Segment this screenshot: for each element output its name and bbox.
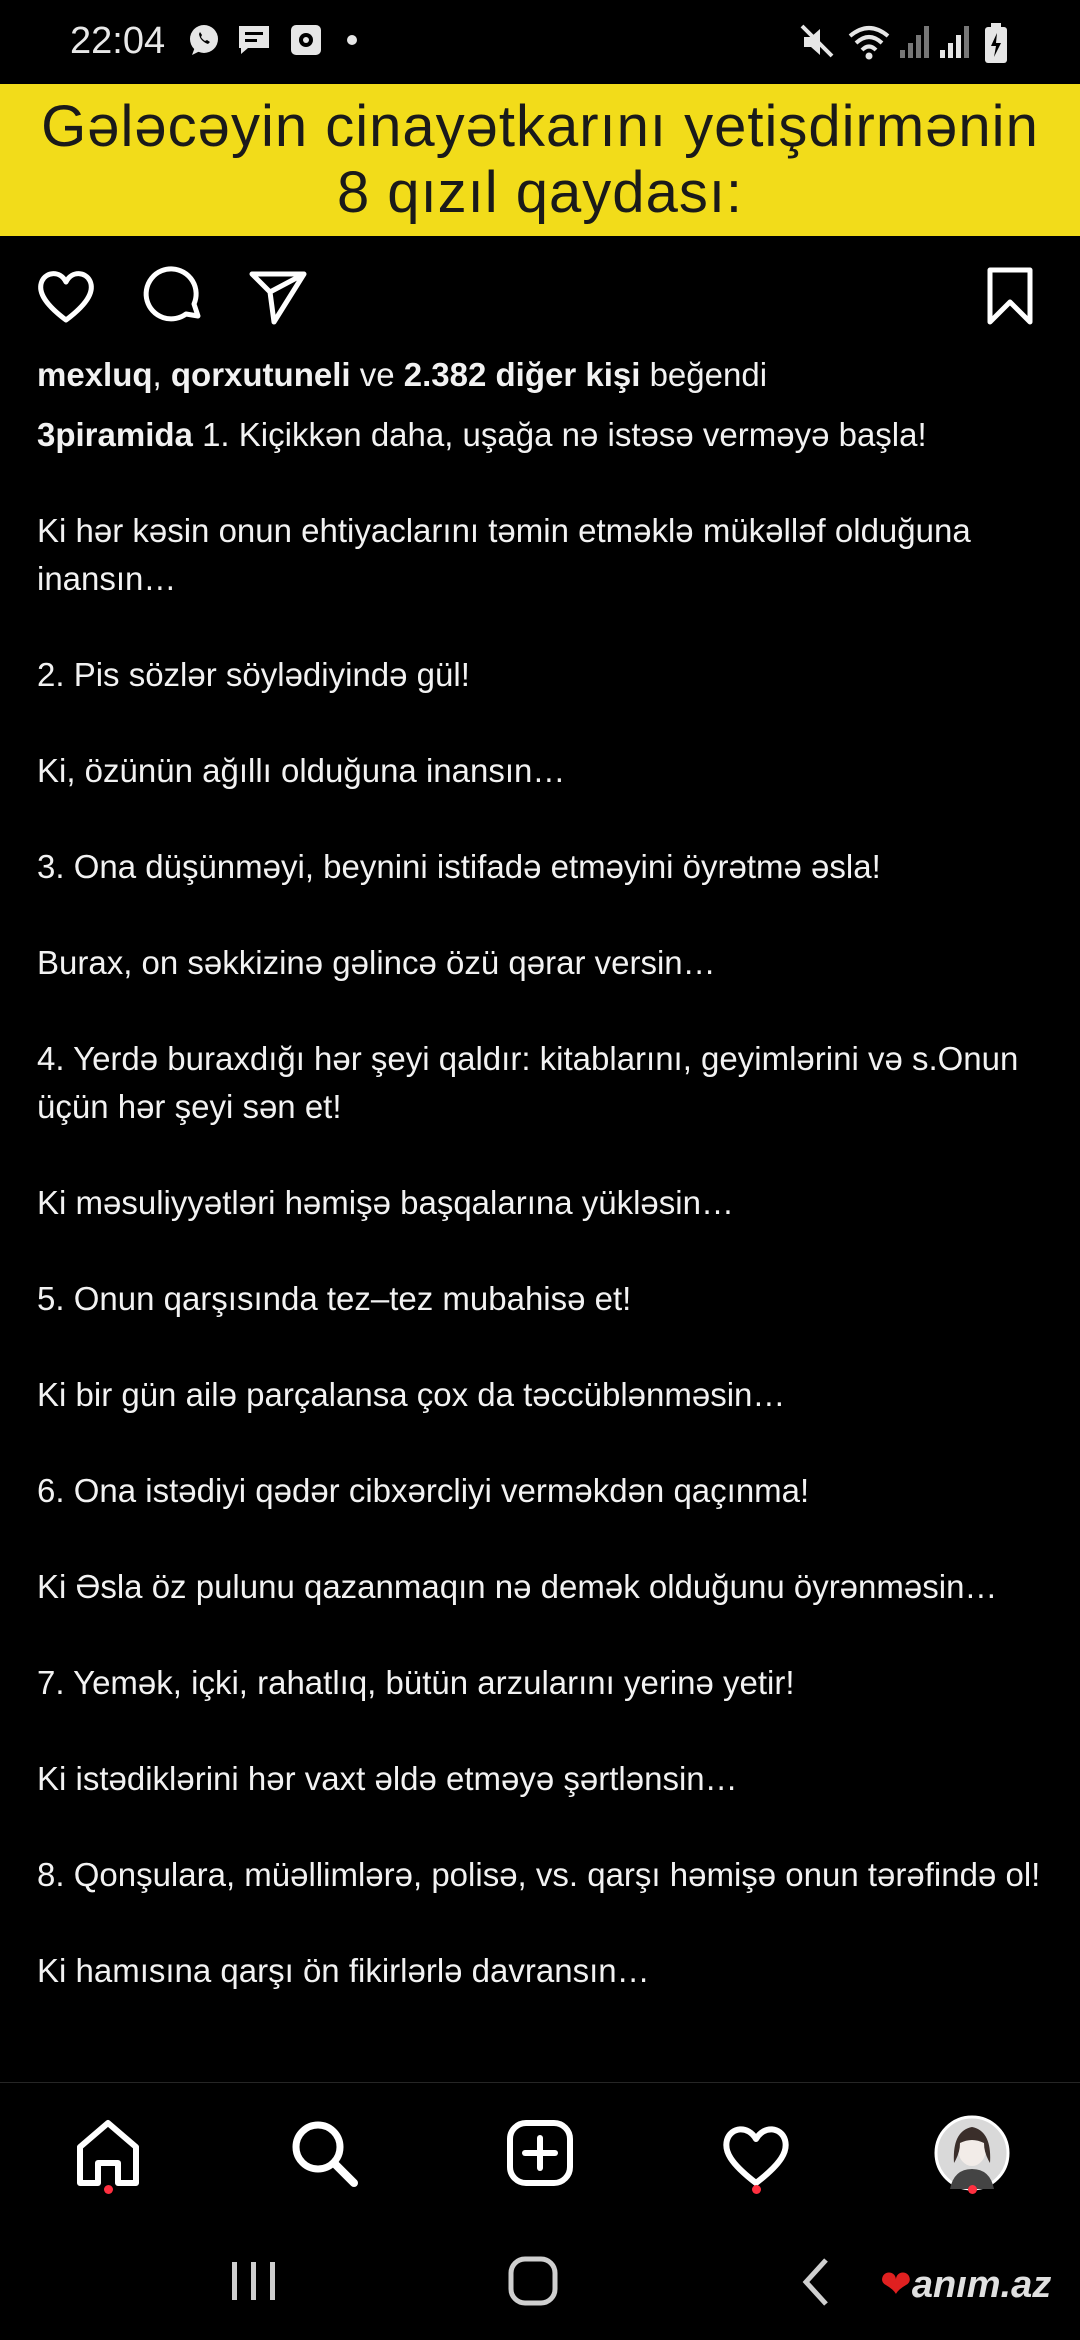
caption-paragraph: Burax, on səkkizinə gəlincə özü qərar versin… <box>37 944 716 981</box>
caption-paragraph: 5. Onun qarşısında tez–tez mubahisə et! <box>37 1280 632 1317</box>
battery-icon <box>984 22 1008 64</box>
notification-dot <box>104 2185 113 2194</box>
caption-paragraph: 7. Yemək, içki, rahatlıq, bütün arzularını yerinə yetir! <box>37 1664 795 1701</box>
caption-username[interactable]: 3piramida <box>37 416 193 453</box>
search-icon[interactable] <box>284 2113 364 2193</box>
home-button-icon[interactable] <box>506 2254 562 2310</box>
caption-paragraph: Ki Əsla öz pulunu qazanmaqın nə demək olduğunu öyrənməsin… <box>37 1568 998 1605</box>
notification-dot <box>968 2185 977 2194</box>
likes-count[interactable]: 2.382 diğer kişi <box>403 356 641 393</box>
profile-avatar[interactable] <box>932 2113 1012 2193</box>
back-icon[interactable] <box>796 2254 836 2310</box>
caption-paragraph: 8. Qonşulara, müəllimlərə, polisə, vs. qarşı həmişə onun tərəfində ol! <box>37 1856 1041 1893</box>
message-icon <box>236 22 272 58</box>
caption-paragraph: 4. Yerdə buraxdığı hər şeyi qaldır: kitablarını, geyimlərini və s.Onun üçün hər şeyi sən et! <box>37 1040 1019 1125</box>
caption-paragraph: Ki bir gün ailə parçalansa çox da təccüblənməsin… <box>37 1376 786 1413</box>
likes-suffix: beğendi <box>640 356 768 393</box>
caption-paragraph <box>37 411 1047 459</box>
bottom-nav <box>0 2082 1080 2223</box>
bookmark-icon[interactable] <box>978 264 1042 328</box>
status-time: 22:04 <box>70 20 166 62</box>
wifi-icon <box>846 22 892 62</box>
status-bar <box>0 0 1080 84</box>
screenshot-icon <box>288 22 324 58</box>
caption-paragraph: 3. Ona düşünməyi, beynini istifadə etməyini öyrətmə əsla! <box>37 848 881 885</box>
mute-icon <box>798 22 838 62</box>
caption-text: 1. Kiçikkən daha, uşağa nə istəsə verməyə başla! <box>192 416 927 453</box>
watermark-logo <box>880 2262 1051 2307</box>
caption-paragraph: Ki, özünün ağıllı olduğuna inansın… <box>37 752 566 789</box>
liker-username-1[interactable]: mexluq <box>37 356 153 393</box>
dot-icon <box>346 34 358 46</box>
whatsapp-icon <box>186 22 222 58</box>
share-icon[interactable] <box>246 264 310 328</box>
heart-icon[interactable] <box>34 264 98 328</box>
signal-icon-2 <box>938 22 972 62</box>
liker-username-2[interactable]: qorxutuneli <box>170 356 351 393</box>
banner-title-line-2: 8 qızıl qaydası: <box>336 160 744 225</box>
post-image-banner[interactable] <box>0 84 1080 236</box>
likes-and: ve <box>350 356 404 393</box>
recents-icon[interactable] <box>226 2256 282 2306</box>
banner-title-line-1: Gələcəyin cinayətkarını yetişdirmənin <box>41 94 1039 159</box>
signal-icon <box>898 22 932 62</box>
caption-paragraph: 6. Ona istədiyi qədər cibxərcliyi verməkdən qaçınma! <box>37 1472 810 1509</box>
caption-paragraph: Ki istədiklərini hər vaxt əldə etməyə şərtlənsin… <box>37 1760 738 1797</box>
caption-paragraph: Ki məsuliyyətləri həmişə başqalarına yükləsin… <box>37 1184 734 1221</box>
activity-icon[interactable] <box>716 2113 796 2193</box>
notification-dot <box>752 2185 761 2194</box>
comment-icon[interactable] <box>142 264 206 328</box>
caption-paragraph: Ki hər kəsin onun ehtiyaclarını təmin etməklə mükəlləf olduğuna inansın… <box>37 512 971 597</box>
home-icon[interactable] <box>68 2113 148 2193</box>
watermark-text: anım.az <box>911 2264 1052 2306</box>
post-caption <box>37 411 1047 2043</box>
likes-summary[interactable] <box>37 356 767 394</box>
likes-separator: , <box>152 356 171 393</box>
add-post-icon[interactable] <box>500 2113 580 2193</box>
caption-paragraph: Ki hamısına qarşı ön fikirlərlə davransın… <box>37 1952 650 1989</box>
caption-paragraph: 2. Pis sözlər söylədiyində gül! <box>37 656 470 693</box>
watermark-heart-icon: ❤ <box>880 2264 912 2306</box>
